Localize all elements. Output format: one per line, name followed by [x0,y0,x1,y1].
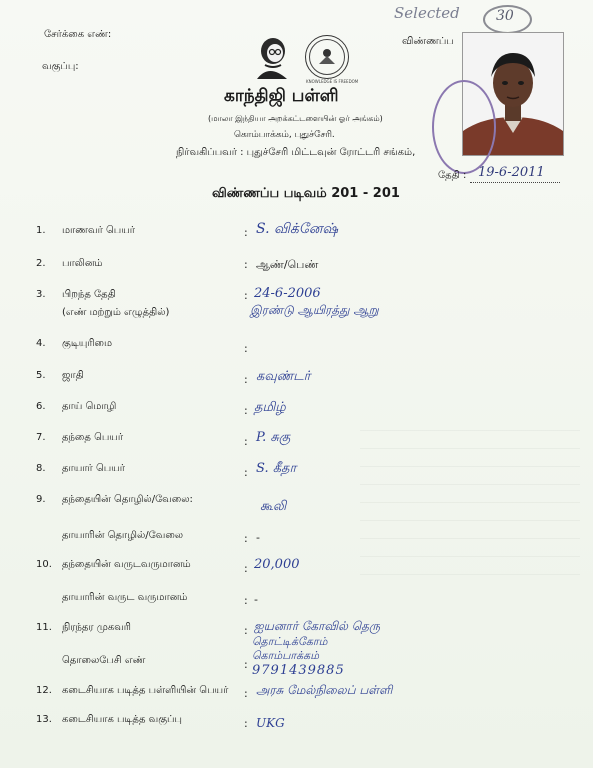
field-address-line1: ஐயனார் கோவில் தெரு [254,619,381,633]
field-3-colon: : [244,289,248,302]
field-father-occupation-label: தந்தையின் தொழில்/வேலை: [62,494,193,505]
school-seal-stamp [432,80,496,174]
field-8-number: 8. [36,463,46,474]
field-1-colon: : [244,226,248,239]
field-gender-label: பாலினம் [62,258,103,269]
field-5-number: 5. [36,370,46,381]
field-address-line3: கொம்பாக்கம் [252,649,320,662]
field-mother-occupation-label: தாயாரின் தொழில்/வேலை [62,530,184,541]
field-6-colon: : [244,404,248,417]
school-administrator: நிர்வகிப்பவர் : புதுச்சேரி மிட்டவுன் ரோட்டரி சங்கம், [176,147,416,158]
field-4-colon: : [244,342,248,355]
field-gender-value: ஆண்/பெண் [256,258,319,271]
school-emblem-icon [305,35,349,79]
field-mother-tongue-value: தமிழ் [254,400,286,415]
field-dob-value: 24-6-2006 [254,286,321,301]
field-9-number: 9. [36,494,46,505]
application-no-label: விண்ணப்ப [402,36,454,47]
field-dob-words-value: இரண்டு ஆயிரத்து ஆறு [250,303,379,317]
field-dob-label: பிறந்த தேதி [62,289,116,300]
field-9b-colon: : [244,532,248,545]
field-2-colon: : [244,258,248,271]
field-father-name-value: P. சுகு [256,430,291,445]
form-title: விண்ணப்ப படிவம் 201 - 201 [212,186,400,201]
field-last-school-label: கடைசியாக படித்த பள்ளியின் பெயர் [62,685,229,696]
school-affiliation: (மாலா இந்தியா அறக்கட்டளையின் ஓர் அங்கம்) [208,114,383,123]
field-11-number: 11. [36,622,52,633]
field-7-number: 7. [36,432,46,443]
field-13-number: 13. [36,714,52,725]
field-mother-income-label: தாயாரின் வருட வருமானம் [62,592,188,603]
gandhi-portrait-icon [249,35,295,81]
field-4-number: 4. [36,338,46,349]
field-mother-occupation-value: - [256,531,260,544]
field-12-colon: : [244,687,248,700]
field-7-colon: : [244,435,248,448]
field-10-number: 10. [36,559,52,570]
field-mother-name-value: S. கீதா [256,461,297,476]
date-underline [470,182,560,183]
field-last-school-value: அரசு மேல்நிலைப் பள்ளி [256,683,393,697]
field-caste-value: கவுண்டர் [256,369,311,384]
field-13-colon: : [244,717,248,730]
field-caste-label: ஜாதி [62,370,84,381]
field-student-name-value: S. விக்னேஷ் [256,221,339,237]
field-2-number: 2. [36,258,46,269]
field-phone-value: 9791439885 [252,663,345,678]
field-10b-colon: : [244,594,248,607]
field-phone-label: தொலைபேசி எண் [62,655,146,666]
field-5-colon: : [244,373,248,386]
field-father-name-label: தந்தை பெயர் [62,432,124,443]
field-last-class-label: கடைசியாக படித்த வகுப்பு [62,714,182,725]
selected-note: Selected [394,4,460,22]
field-mother-name-label: தாயார் பெயர் [62,463,125,474]
selected-number: 30 [496,8,514,24]
class-label: வகுப்பு: [42,61,79,72]
field-last-class-value: UKG [256,716,285,730]
emblem-text: KNOWLEDGE IS FREEDOM [306,79,359,84]
field-father-income-label: தந்தையின் வருடவருமானம் [62,559,191,570]
field-father-occupation-value: கூலி [260,499,287,514]
field-mother-tongue-label: தாய் மொழி [62,401,117,412]
field-mother-income-value: - [254,593,258,606]
field-6-number: 6. [36,401,46,412]
field-address-line2: தொட்டிக்கோம் [252,635,328,648]
field-address-label: நிரந்தர முகவரி [62,622,131,633]
school-address: கொம்பாக்கம், புதுச்சேரி. [234,130,335,140]
date-label: தேதி : [438,170,467,181]
field-student-name-label: மாணவர் பெயர் [62,225,135,236]
field-11-colon: : [244,624,248,637]
field-phone-colon: : [244,658,248,671]
field-10-colon: : [244,562,248,575]
date-value: 19-6-2011 [478,165,545,180]
field-3-number: 3. [36,289,46,300]
field-citizenship-label: குடியுரிமை [62,338,113,349]
field-12-number: 12. [36,685,52,696]
field-father-income-value: 20,000 [254,557,300,572]
field-1-number: 1. [36,225,46,236]
school-name: காந்திஜி பள்ளி [224,86,339,106]
field-dob-sublabel: (எண் மற்றும் எழுத்தில்) [62,307,170,318]
field-8-colon: : [244,466,248,479]
bleed-through-background [360,430,580,590]
admission-no-label: சேர்க்கை எண்: [44,29,112,40]
